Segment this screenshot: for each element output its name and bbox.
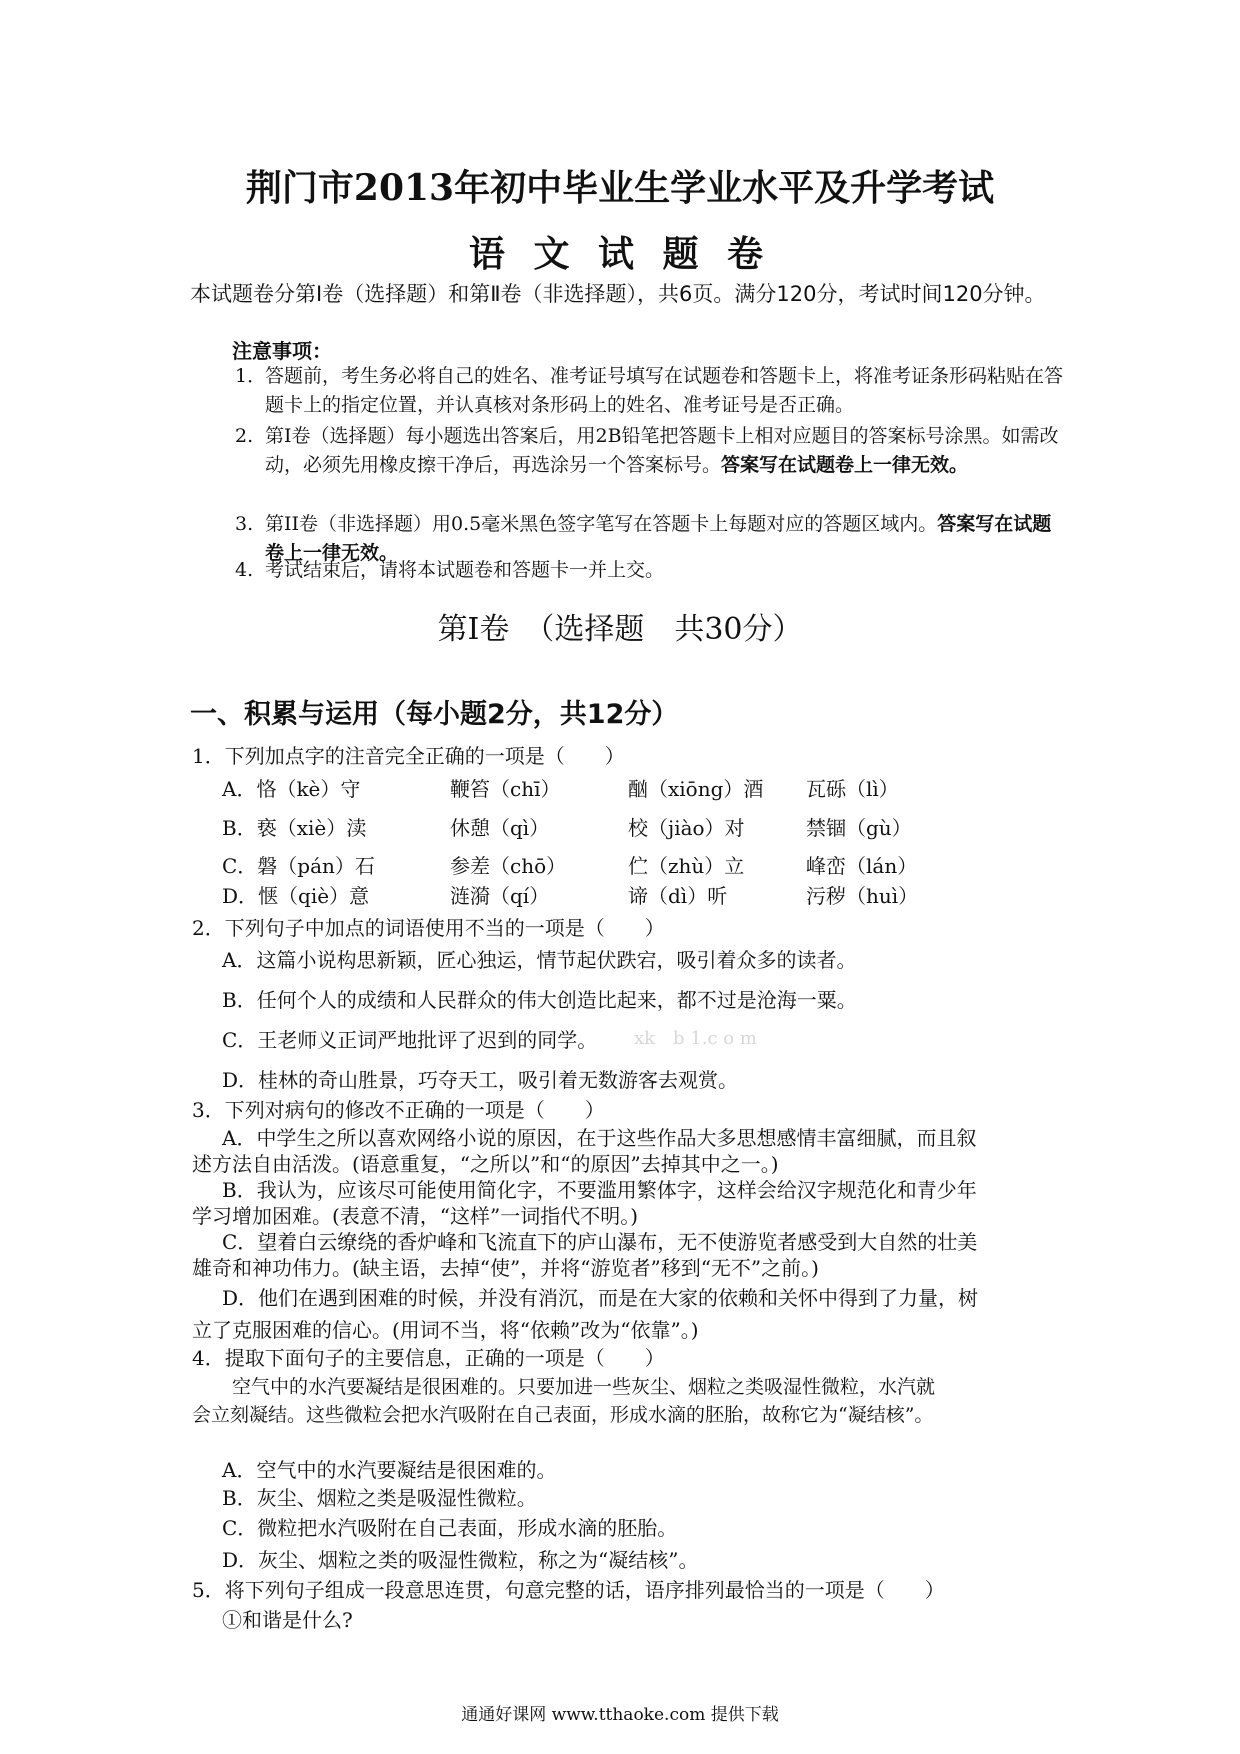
q1-option-a1: A．恪（kè）守 xyxy=(222,777,361,801)
q1-option-a3: 酗（xiōng）酒 xyxy=(628,777,764,801)
q3-option-a-line2: 述方法自由活泼。(语意重复，“之所以”和“的原因”去掉其中之一。) xyxy=(192,1152,779,1176)
note-bold-text: 答案写在试题卷上一律无效。 xyxy=(265,513,1052,564)
question-4-stem: 4．提取下面句子的主要信息，正确的一项是（ ） xyxy=(192,1346,665,1370)
watermark-text: xk b 1.c o m xyxy=(634,1028,757,1049)
q4-option-c: C．微粒把水汽吸附在自己表面，形成水滴的胚胎。 xyxy=(222,1516,678,1540)
paper-subtitle: 语 文 试 题 卷 xyxy=(468,233,772,275)
note-number: 1． xyxy=(235,365,267,387)
q1-option-d2: 涟漪（qí） xyxy=(450,884,550,908)
q1-option-d1: D．惬（qiè）意 xyxy=(222,884,370,908)
note-number: 2. xyxy=(235,425,254,447)
note-number: 3. xyxy=(235,513,254,535)
q1-option-c2: 参差（chō） xyxy=(450,854,567,878)
q4-passage-line1: 空气中的水汽要凝结是很困难的。只要加进一些灰尘、烟粒之类吸湿性微粒，水汽就 xyxy=(232,1376,936,1398)
section-heading: 第Ⅰ卷 （选择题 共30分） xyxy=(437,612,803,647)
q3-option-c-line2: 雄奇和神功伟力。(缺主语，去掉“使”，并将“游览者”移到“无不”之前。) xyxy=(192,1256,819,1280)
q3-option-d-line1: D．他们在遇到困难的时候，并没有消沉，而是在大家的依赖和关怀中得到了力量，树 xyxy=(222,1286,979,1310)
q3-option-b-line1: B．我认为，应该尽可能使用简化字，不要滥用繁体字，这样会给汉字规范化和青少年 xyxy=(222,1178,977,1202)
q1-option-b1: B．亵（xiè）渎 xyxy=(222,816,367,840)
note-text-wrap xyxy=(265,422,1065,480)
q1-option-b2: 休憩（qì） xyxy=(450,816,550,840)
q3-option-b-line2: 学习增加困难。(表意不清，“这样”一词指代不明。) xyxy=(192,1204,639,1228)
q2-option-a: A．这篇小说构思新颖，匠心独运，情节起伏跌宕，吸引着众多的读者。 xyxy=(222,948,857,972)
q1-option-d3: 谛（dì）听 xyxy=(628,884,728,908)
q2-option-d: D．桂林的奇山胜景，巧夺天工，吸引着无数游客去观赏。 xyxy=(222,1068,739,1092)
question-3-stem: 3．下列对病句的修改不正确的一项是（ ） xyxy=(192,1098,605,1122)
q3-option-c-line1: C．望着白云缭绕的香炉峰和飞流直下的庐山瀑布，无不使游览者感受到大自然的壮美 xyxy=(222,1230,978,1254)
q4-option-b: B．灰尘、烟粒之类是吸湿性微粒。 xyxy=(222,1486,537,1510)
q2-option-b: B．任何个人的成绩和人民群众的伟大创造比起来，都不过是沧海一粟。 xyxy=(222,988,857,1012)
q3-option-a-line1: A．中学生之所以喜欢网络小说的原因，在于这些作品大多思想感情丰富细腻，而且叙 xyxy=(222,1126,977,1150)
q1-option-c3: 伫（zhù）立 xyxy=(628,854,745,878)
q1-option-a4: 瓦砾（lì） xyxy=(806,777,899,801)
q3-option-d-line2: 立了克服困难的信心。(用词不当，将“依赖”改为“依靠”。) xyxy=(192,1318,699,1342)
exam-title: 荆门市2013年初中毕业生学业水平及升学考试 xyxy=(245,167,995,209)
note-text: 第Ⅰ卷（选择题）每小题选出答案后，用2B铅笔把答题卡上相对应题目的答案标号涂黑。如需改动，必须先用橡皮擦干净后，再选涂另一个答案标号。 xyxy=(265,425,1059,476)
note-item-2 xyxy=(235,422,1059,480)
q4-option-d: D．灰尘、烟粒之类的吸湿性微粒，称之为“凝结核”。 xyxy=(222,1548,699,1572)
q1-option-a2: 鞭笞（chī） xyxy=(450,777,561,801)
q2-option-c: C．王老师义正词严地批评了迟到的同学。 xyxy=(222,1028,598,1052)
q1-option-b3: 校（jiào）对 xyxy=(628,816,745,840)
question-2-stem: 2．下列句子中加点的词语使用不当的一项是（ ） xyxy=(192,916,665,940)
q4-option-a: A．空气中的水汽要凝结是很困难的。 xyxy=(222,1458,557,1482)
notes-heading: 注意事项： xyxy=(232,339,332,363)
question-5-stem: 5．将下列句子组成一段意思连贯，句意完整的话，语序排列最恰当的一项是（ ） xyxy=(192,1578,945,1602)
note-text: 第II卷（非选择题）用0.5毫米黑色签字笔写在答题卡上每题对应的答题区域内。 xyxy=(265,513,938,535)
q1-option-c4: 峰峦（lán） xyxy=(806,854,918,878)
part-heading: 一、积累与运用（每小题2分，共12分） xyxy=(190,699,679,730)
note-item-1 xyxy=(235,362,1064,420)
q1-option-d4: 污秽（huì） xyxy=(806,884,919,908)
intro-text: 本试题卷分第Ⅰ卷（选择题）和第Ⅱ卷（非选择题），共6页。满分120分，考试时间120分钟。 xyxy=(190,282,1046,306)
q1-option-b4: 禁锢（gù） xyxy=(806,816,912,840)
note-text: 答题前，考生务必将自己的姓名、准考证号填写在试题卷和答题卡上，将准考证条形码粘贴在答题卡上的指定位置，并认真核对条形码上的姓名、准考证号是否正确。 xyxy=(265,365,1064,416)
note-item-4 xyxy=(235,556,1035,585)
q5-sentence-1: ①和谐是什么? xyxy=(222,1608,353,1632)
question-1-stem: 1．下列加点字的注音完全正确的一项是（ ） xyxy=(192,744,625,768)
footer-source: 通通好课网 www.tthaoke.com 提供下载 xyxy=(461,1705,779,1725)
q1-option-c1: C．磐（pán）石 xyxy=(222,854,375,878)
note-bold-text: 答案写在试题卷上一律无效。 xyxy=(721,454,969,476)
q4-passage-line2: 会立刻凝结。这些微粒会把水汽吸附在自己表面，形成水滴的胚胎，故称它为“凝结核”。 xyxy=(192,1404,934,1426)
note-number: 4. xyxy=(235,559,254,581)
note-text: 考试结束后，请将本试题卷和答题卡一并上交。 xyxy=(265,559,665,581)
